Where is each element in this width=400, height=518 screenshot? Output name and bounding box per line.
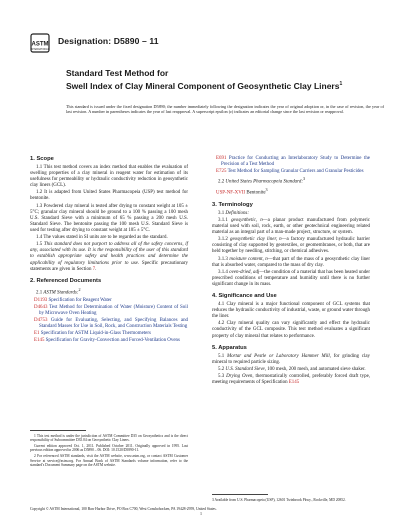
para-3-1-3: 3.1.3 moisture content, n—that part of the mass of a geosynthetic clay liner that is absorbed water, compared to the mass of dry clay. [212,256,371,268]
reference-e691[interactable]: E691 Practice for Conducting an Interlaboratory Study to Determine the Precision of a Test Method [216,156,370,168]
para-4-1: 4.1 Clay mineral is a major functional component of GCL systems that reduces the hydraulic conductivity of industrial, waste, or ground water through the liner. [212,302,370,320]
section-heading-terminology: 3. Terminology [212,201,253,208]
para-1-3: 1.3 Powdered clay mineral is tested after drying to constant weight at 105 ± 5°C; granular clay mineral should be ground to a 100 % passing a 100 mesh U.S. Standard Sieve with a minimum of 65 % passing a 200 mesh U.S. Standard Sieve. The bentonite passing the 100 mesh U.S. Standard Sieve is used for testing after drying to constant weight at 105 ± 5°C. [30,203,188,233]
issuance-notice: This standard is issued under the fixed designation D5890; the number immediately following the designation indicates the year of original adoption or, in the case of revision, the year of last revision. A number in parentheses indicates the year of last reapproval. A superscript epsilon (ε) indicates an editorial change since the last revision or reapproval. [66,104,384,115]
para-3-1-1: 3.1.1 geosynthetic, n—a planar product manufactured from polymeric material used with soil, rock, earth, or other geotechnical engineering related material as an integral part of a man-made project, structure, or system. [212,217,370,236]
para-1-5: 1.5 This standard does not purport to address all of the safety concerns, if any, associated with its use. It is the responsibility of the user of this standard to establish appropriate safety and health practices and determine the applicability of regulatory limitations prior to use. Specific precautionary statements are given in Section 7. [30,242,188,272]
section-7-link[interactable]: 7 [92,266,96,272]
section-heading-referenced-documents: 2. Referenced Documents [30,277,102,284]
svg-text:ASTM: ASTM [31,41,49,48]
astm-logo-icon [30,31,50,55]
right-column [212,156,370,387]
para-5-1: 5.1 Mortar and Pestle or Laboratory Hammer Mill, for grinding clay mineral to required particle sizing. [212,353,371,365]
left-column [30,156,188,345]
title-line-1: Standard Test Method for [66,68,169,78]
reference-e1[interactable]: E1 Specification for ASTM Liquid-in-Glass Thermometers [34,330,151,336]
section-heading-apparatus: 5. Apparatus [212,344,247,351]
e145-link[interactable]: E145 [288,380,300,386]
reference-e725[interactable]: E725 Test Method for Sampling Granular Carriers and Granular Pesticides [216,169,364,175]
footnotes [30,430,188,469]
astm-standards-label: 2.1 ASTM Standards:$^2$ [36,286,81,296]
para-3-1-2: 3.1.2 geosynthetic clay liner, n—a factory manufactured hydraulic barrier consisting of clay supported by geotextiles, or geomembranes, or both, that are held together by needling, stitching, or chemical adhesives. [212,237,370,255]
reference-d4753[interactable]: D4753 Guide for Evaluating, Selecting, and Specifying Balances and Standard Masses for Use in Soil, Rock, and Construction Materials Testing [34,317,189,329]
footnote-usp [212,494,370,502]
section-heading-significance: 4. Significance and Use [212,293,277,300]
usp-standard-label: 2.2 United States Pharmacopeia Standard:$^3$ [218,176,306,185]
reference-d1193[interactable]: D1193 Specification for Reagent Water [34,297,112,303]
footnote-2: 2 For referenced ASTM standards, visit the ASTM website, www.astm.org, or contact ASTM Customer Service at service@astm.org. For Annual Book of ASTM Standards volume information, refer to the standard's Document Summary page on the ASTM website. [30,454,188,468]
reference-d4643[interactable]: D4643 Test Method for Determination of Water (Moisture) Content of Soil by Microwave Oven Heating [34,304,188,316]
svg-text:INTERNATIONAL: INTERNATIONAL [30,49,50,51]
standard-title [66,68,366,91]
para-1-1: 1.1 This test method covers an index method that enables the evaluation of swelling properties of a clay mineral in reagent water for estimation of its usefulness for permeability or hydraulic conductivity reduction in geosynthetic clay liners (GCL). [30,165,188,189]
para-3-1: 3.1 Definitions: [218,210,249,216]
para-1-4: 1.4 The values stated in SI units are to be regarded as the standard. [36,235,168,241]
copyright-notice: Copyright © ASTM International, 100 Barr Harbor Drive, PO Box C700, West Conshohocken, PA 19428-2959, United States. [30,507,217,511]
para-5-3: 5.3 Drying Oven, thermostatically controlled, preferably forced draft type, meeting requirements of Specification E145 [212,374,371,386]
reference-usp-bentonite[interactable]: USP-NF-XVII Bentonite$^3$ [216,187,268,196]
designation: Designation: D5890 – 11 [58,36,159,46]
page-number: 1 [200,511,202,516]
para-5-2: 5.2 U.S. Standard Sieve, 100 mesh, 200 mesh, and automated sieve shaker. [218,366,366,372]
title-line-2: Swell Index of Clay Mineral Component of Geosynthetic Clay Liners$^1$ [66,80,343,91]
footnote-3: 3 Available from U.S. Pharmacopeia (USP), 12601 Twinbrook Pkwy., Rockville, MD 20852. [212,497,346,502]
para-3-1-4: 3.1.4 oven-dried, adj—the condition of a material that has been heated under prescribed conditions of temperature and humidity until there is no further significant change in its mass. [212,269,371,288]
para-1-2: 1.2 It is adapted from United States Pharmacopeia (USP) test method for bentonite. [30,190,188,202]
footnote-1: 1 This test method is under the jurisdiction of ASTM Committee D35 on Geosynthetics and is the direct responsibility of Subcommittee D35.04 on Geosynthetic Clay Liners. [30,433,188,442]
para-4-2: 4.2 Clay mineral quality can vary significantly and effect the hydraulic conductivity of the GCL composite. This test method evaluates a significant property of clay mineral that relates to performance. [212,321,370,339]
footnote-divider-right [212,494,268,495]
section-heading-scope: 1. Scope [30,156,54,162]
footnote-divider [30,430,86,431]
reference-e145[interactable]: E145 Specification for Gravity-Convection and Forced-Ventilation Ovens [34,337,180,343]
footnote-1-edition: Current edition approved Oct. 1, 2011. Published October 2011. Originally approved in 1995. Last previous edition approved in 2006 as D5890 – 06. DOI: 10.1520/D5890-11. [30,443,188,453]
